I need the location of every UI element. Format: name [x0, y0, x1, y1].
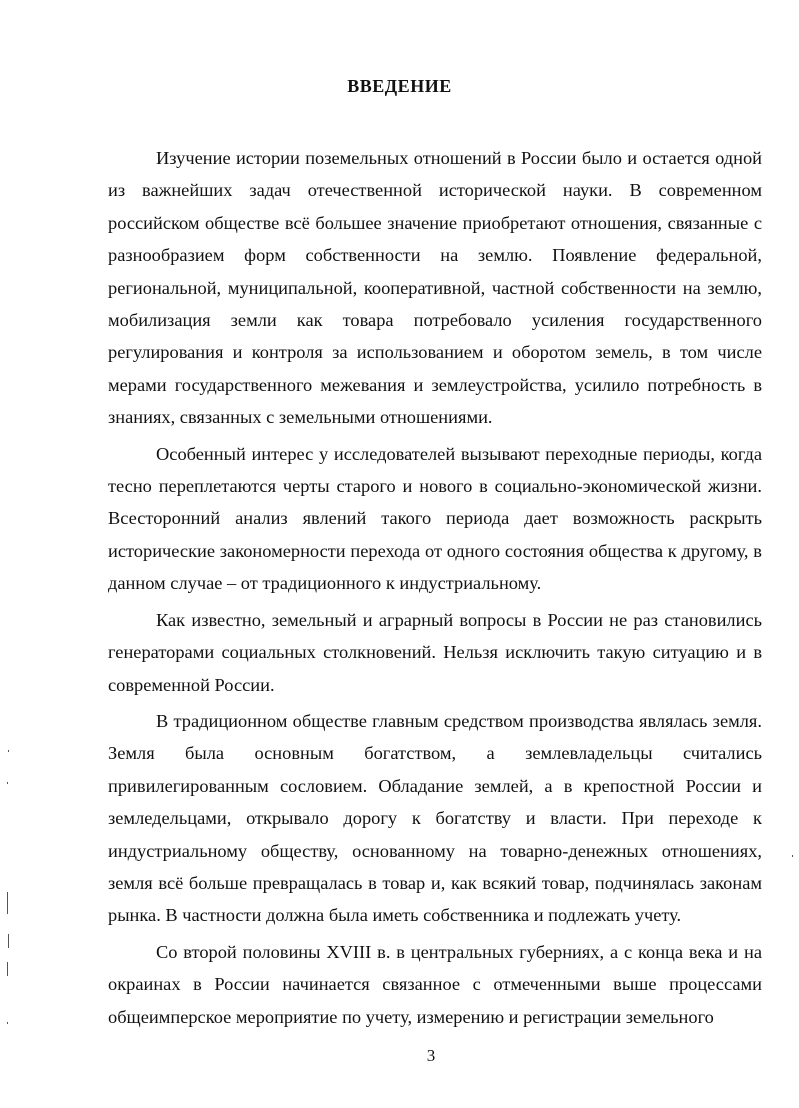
page-number: 3	[426, 1046, 436, 1065]
paragraph-3: Как известно, земельный и аграрный вопросы в России не раз становились генераторами социальных столкновений. Нельзя исключить такую ситуацию и в современной России.	[108, 609, 762, 695]
scan-artifact-mark	[792, 855, 793, 857]
scan-artifact-mark	[8, 934, 9, 948]
scan-artifact-mark	[7, 1022, 8, 1024]
paragraph-4: В традиционном обществе главным средством производства являлась земля. Земля была основным богатством, а землевладельцы считались привилегированным сословием. Обладание землей, а в крепостной России и земледельцами, открывало дорогу к богатству и власти. При переходе к индустриальному обществу, основанному на товарно-денежных отношениях, земля всё больше превращалась в товар и, как всякий товар, подчинялась законам рынка. В частности должна была иметь собственника и подлежать учету.	[108, 710, 762, 926]
scan-artifact-mark	[7, 892, 8, 914]
scan-artifact-mark	[8, 750, 9, 752]
scan-artifact-mark	[7, 782, 8, 784]
scan-artifact-mark	[7, 962, 8, 976]
paragraph-5: Со второй половины XVIII в. в центральных губерниях, а с конца века и на окраинах в России начинается связанное с отмеченными выше процессами общеимперское мероприятие по учету, измерению и регистрации земельного	[108, 941, 762, 1027]
body-text	[108, 142, 762, 1037]
paragraph-2: Особенный интерес у исследователей вызывают переходные периоды, когда тесно переплетаются черты старого и нового в социально-экономической жизни. Всесторонний анализ явлений такого периода дает возможность раскрыть исторические закономерности перехода от одного состояния общества к другому, в данном случае – от традиционного к индустриальному.	[108, 443, 762, 594]
paragraph-1: Изучение истории поземельных отношений в России было и остается одной из важнейших задач отечественной исторической науки. В современном российском обществе всё большее значение приобретают отношения, связанные с разнообразием форм собственности на землю. Появление федеральной, региональной, муниципальной, кооперативной, частной собственности на землю, мобилизация земли как товара потребовало усиления государственного регулирования и контроля за использованием и оборотом земель, в том числе мерами государственного межевания и землеустройства, усилило потребность в знаниях, связанных с земельными отношениями.	[108, 148, 762, 428]
page-heading: ВВЕДЕНИЕ	[347, 76, 452, 96]
